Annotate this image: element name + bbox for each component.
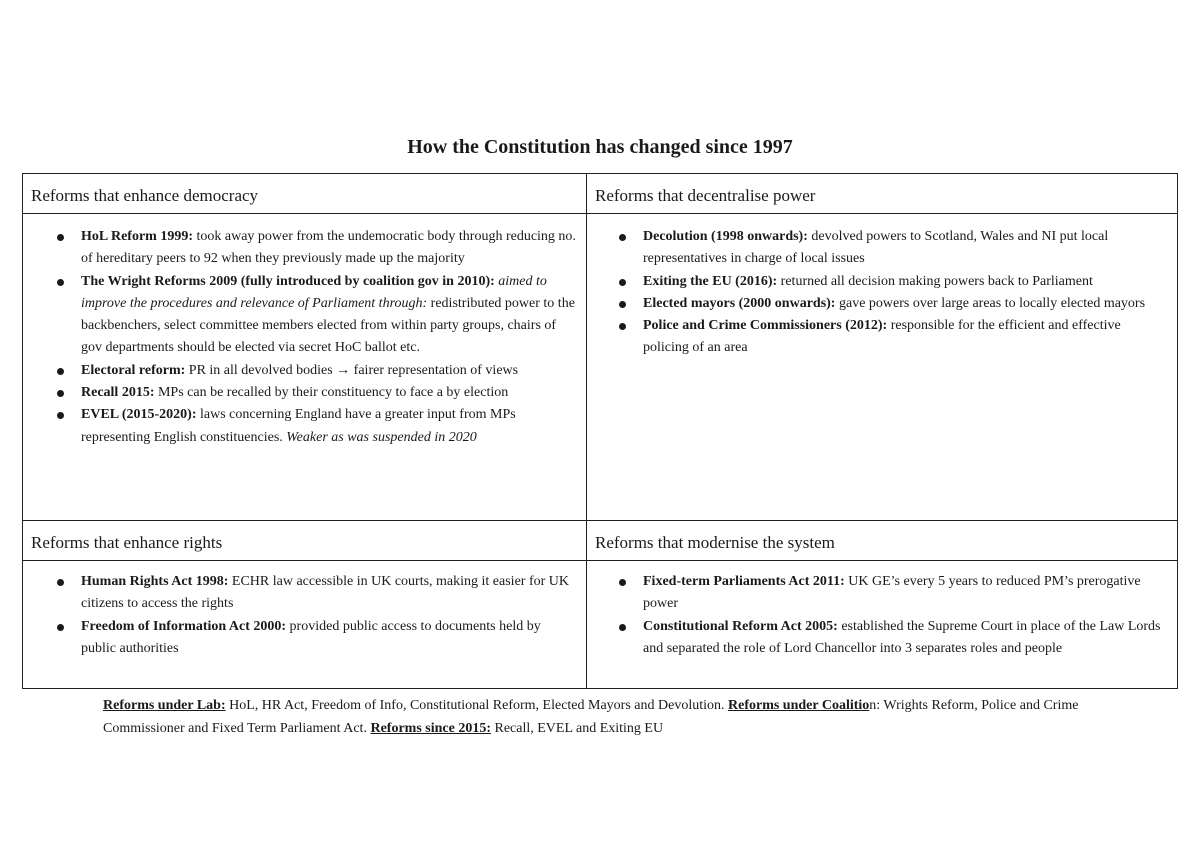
heading-row-1 [23,174,1178,214]
list-item [81,226,576,271]
item-text: gave powers over large areas to locally elected mayors [835,295,1146,311]
item-label: Recall 2015: [81,385,155,401]
cell-rights [23,561,587,689]
cell-modernise [587,561,1178,689]
footnote-since-text: Recall, EVEL and Exiting EU [490,721,664,736]
item-text: MPs can be recalled by their constituency to face a by election [154,385,509,401]
item-text: returned all decision making powers back to Parliament [777,273,1093,289]
item-text: provided public access to documents held by public authorities [81,618,541,656]
list-item [643,226,1167,271]
item-label: Freedom of Information Act 2000: [81,618,287,634]
item-text: established the Supreme Court in place of the Law Lords and separated the role of Lord Chancellor into 3 separates roles and people [643,618,1161,656]
item-label: Constitutional Reform Act 2005: [643,618,838,634]
reforms-table [22,173,1178,689]
footnote-lab-label: Reforms under Lab: [103,698,226,713]
item-label: Fixed-term Parliaments Act 2011: [643,574,845,589]
footnote-coalition-text: n: Wrights Reform, Police and Crime Commissioner and Fixed Term Parliament Act. [103,698,1079,736]
item-label: Police and Crime Commissioners (2012): [643,318,888,334]
cell-democracy [23,214,587,521]
item-text: ECHR law accessible in UK courts, making it easier for UK citizens to access the rights [81,574,569,612]
item-label: Elected mayors (2000 onwards): [643,295,836,311]
item-italic: aimed to improve the procedures and relevance of Parliament through: [81,273,547,311]
democracy-list [23,226,586,449]
item-label: EVEL (2015-2020): [81,407,197,423]
footnote [103,694,1103,740]
list-item [81,271,576,360]
item-text: responsible for the efficient and effective policing of an area [643,318,1121,356]
item-label: Electoral reform: [81,362,186,378]
cell-decentralise [587,214,1178,521]
modernise-list [587,571,1177,660]
heading-democracy: Reforms that enhance democracy [23,174,587,214]
footnote-lab-text: HoL, HR Act, Freedom of Info, Constitutional Reform, Elected Mayors and Devolution. [225,698,728,713]
decentralise-list [587,226,1177,360]
heading-rights: Reforms that enhance rights [23,521,587,561]
item-text: PR in all devolved bodies → fairer representation of views [185,362,519,378]
list-item [81,571,576,616]
list-item [643,271,1167,293]
item-text: took away power from the undemocratic body through reducing no. of hereditary peers to 92 when they previously made up the majority [81,229,576,267]
item-italic: Weaker as was suspended in 2020 [286,429,477,445]
list-item [81,382,576,404]
item-label: Exiting the EU (2016): [643,273,778,289]
body-row-1 [23,214,1178,521]
item-label: Decolution (1998 onwards): [643,229,808,244]
list-item [643,616,1167,661]
item-text: devolved powers to Scotland, Wales and NI put local representatives in charge of local issues [643,229,1109,267]
rights-list [23,571,586,660]
list-item [81,360,576,382]
item-label: The Wright Reforms 2009 (fully introduced by coalition gov in 2010): [81,273,495,289]
item-label: HoL Reform 1999: [81,229,193,244]
body-row-2 [23,561,1178,689]
heading-modernise: Reforms that modernise the system [587,521,1178,561]
item-text: redistributed power to the backbenchers, select committee members elected from within party groups, chairs of gov departments should be elected via secret HoC ballot etc. [81,295,575,356]
footnote-since-label: Reforms since 2015: [370,721,491,736]
page-title: How the Constitution has changed since 1997 [407,136,793,158]
heading-decentralise: Reforms that decentralise power [587,174,1178,214]
list-item [643,571,1167,616]
item-label: Human Rights Act 1998: [81,574,229,589]
list-item [81,404,576,449]
list-item [81,616,576,661]
item-text: UK GE’s every 5 years to reduced PM’s prerogative power [643,574,1141,612]
item-text: laws concerning England have a greater input from MPs representing English constituencies. [81,407,516,445]
heading-row-2 [23,521,1178,561]
footnote-coalition-label: Reforms under Coalitio [728,698,870,713]
list-item [643,293,1167,315]
list-item [643,315,1167,360]
